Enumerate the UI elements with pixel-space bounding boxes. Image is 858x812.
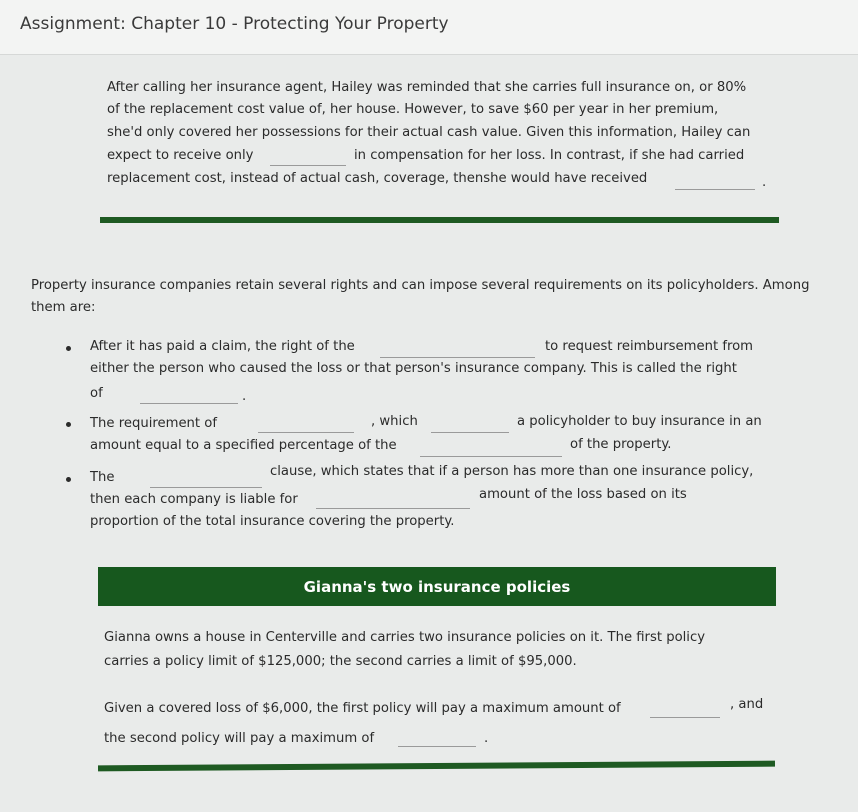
hailey-line-5a: replacement cost, instead of actual cash, coverage, thenshe would have received [107, 171, 648, 186]
bullet3-line-3: proportion of the total insurance covering the property. [90, 514, 455, 529]
subrogation-party-blank[interactable] [380, 345, 535, 358]
gianna-line-3a: Given a covered loss of $6,000, the first policy will pay a maximum amount of [104, 701, 621, 716]
gianna-line-2: carries a policy limit of $125,000; the second carries a limit of $95,000. [104, 654, 577, 669]
bullet3-line-2a: then each company is liable for [90, 492, 298, 507]
actual-cash-answer-blank[interactable] [270, 153, 346, 166]
bullet1-line-1a: After it has paid a claim, the right of the [90, 339, 355, 354]
gianna-period: . [484, 731, 489, 746]
bullet-icon [66, 477, 71, 482]
bullet2-line-1a: The requirement of [90, 416, 217, 431]
bullet1-line-2: either the person who caused the loss or that person's insurance company. This is called the right [90, 361, 737, 376]
bullet1-line-3a: of [90, 386, 103, 401]
bottom-divider [98, 761, 775, 772]
hailey-line-4a: expect to receive only [107, 148, 254, 163]
section-divider [100, 217, 779, 223]
hailey-line-3: she'd only covered her possessions for their actual cash value. Given this information, Hailey can [107, 125, 751, 140]
bullet3-line-1a: The [90, 470, 115, 485]
bullet-icon [66, 346, 71, 351]
first-policy-payment-blank[interactable] [650, 705, 720, 718]
replacement-cost-answer-blank[interactable] [675, 177, 755, 190]
gianna-table-header: Gianna's two insurance policies [98, 567, 776, 606]
bullet-icon [66, 422, 71, 427]
hailey-line-5-period: . [762, 175, 767, 190]
liable-amount-blank[interactable] [316, 496, 470, 509]
hailey-line-2: of the replacement cost value of, her house. However, to save $60 per year in her premium, [107, 102, 719, 117]
second-policy-payment-blank[interactable] [398, 734, 476, 747]
rights-intro-line-2: them are: [31, 300, 96, 315]
bullet2-line-1b: , which [371, 414, 418, 429]
requirement-blank[interactable] [258, 420, 354, 433]
gianna-line-1: Gianna owns a house in Centerville and carries two insurance policies on it. The first policy [104, 630, 706, 645]
requirement-verb-blank[interactable] [431, 420, 509, 433]
bullet2-line-1c: a policyholder to buy insurance in an [517, 414, 762, 429]
rights-intro-line-1: Property insurance companies retain several rights and can impose several requirements on its policyholders. Among [31, 278, 810, 293]
bullet2-line-2a: amount equal to a specified percentage of the [90, 438, 397, 453]
page-title: Assignment: Chapter 10 - Protecting Your Property [20, 14, 449, 34]
bullet2-line-2b: of the property. [570, 437, 672, 452]
bullet1-line-1b: to request reimbursement from [545, 339, 754, 354]
hailey-line-4b: in compensation for her loss. In contrast, if she had carried [354, 148, 745, 163]
bullet3-line-1b: clause, which states that if a person has more than one insurance policy, [270, 464, 754, 479]
percentage-of-blank[interactable] [420, 444, 562, 457]
bullet3-line-2b: amount of the loss based on its [479, 487, 687, 502]
hailey-line-1: After calling her insurance agent, Hailey was reminded that she carries full insurance on, or 80% [107, 80, 747, 95]
clause-blank[interactable] [150, 475, 262, 488]
gianna-line-4a: the second policy will pay a maximum of [104, 731, 375, 746]
bullet1-period: . [242, 389, 247, 404]
right-of-blank[interactable] [140, 391, 238, 404]
gianna-line-3b: , and [730, 697, 764, 712]
title-bar [0, 0, 858, 55]
